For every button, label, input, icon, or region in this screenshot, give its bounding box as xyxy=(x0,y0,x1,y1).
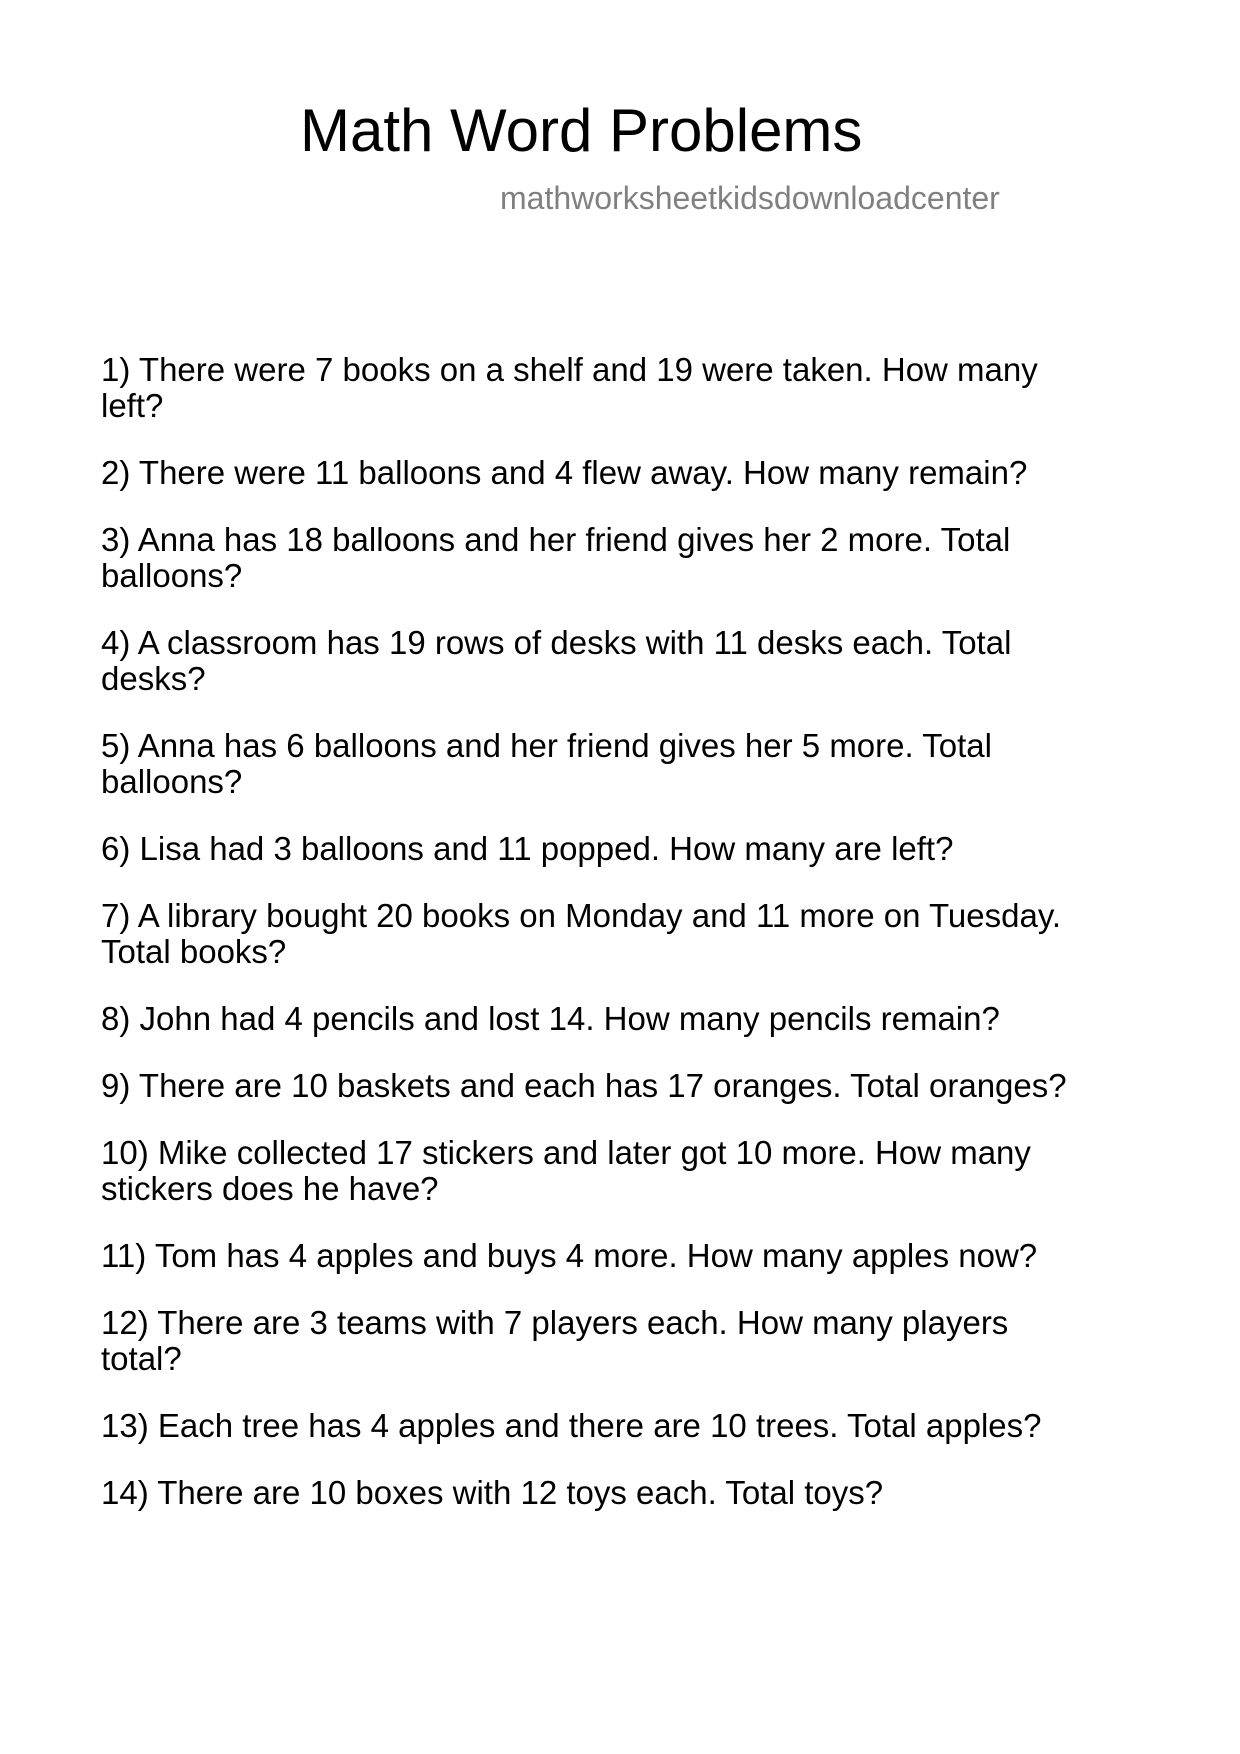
problem-item-7 xyxy=(101,898,1161,970)
problem-item-14 xyxy=(101,1475,1161,1511)
problem-item-12 xyxy=(101,1305,1161,1377)
problem-item-1 xyxy=(101,352,1161,424)
problem-list xyxy=(101,352,1161,1542)
problem-line: 4) A classroom has 19 rows of desks with 11 desks each. Total xyxy=(101,624,1012,661)
problem-item-2 xyxy=(101,455,1161,491)
problem-item-4 xyxy=(101,625,1161,697)
problem-item-6 xyxy=(101,831,1161,867)
problem-line: stickers does he have? xyxy=(101,1170,439,1207)
problem-item-10 xyxy=(101,1135,1161,1207)
problem-line: 11) Tom has 4 apples and buys 4 more. How many apples now? xyxy=(101,1237,1038,1274)
problem-line: 2) There were 11 balloons and 4 flew away. How many remain? xyxy=(101,454,1028,491)
problem-line: total? xyxy=(101,1340,182,1377)
problem-line: balloons? xyxy=(101,763,243,800)
problem-line: 13) Each tree has 4 apples and there are 10 trees. Total apples? xyxy=(101,1407,1042,1444)
page-subtitle: mathworksheetkidsdownloadcenter xyxy=(500,180,1000,216)
problem-line: 1) There were 7 books on a shelf and 19 were taken. How many xyxy=(101,351,1038,388)
problem-line: 5) Anna has 6 balloons and her friend gives her 5 more. Total xyxy=(101,727,992,764)
problem-item-11 xyxy=(101,1238,1161,1274)
problem-line: balloons? xyxy=(101,557,243,594)
problem-item-9 xyxy=(101,1068,1161,1104)
problem-item-13 xyxy=(101,1408,1161,1444)
problem-item-5 xyxy=(101,728,1161,800)
problem-line: 8) John had 4 pencils and lost 14. How many pencils remain? xyxy=(101,1000,1000,1037)
problem-line: 9) There are 10 baskets and each has 17 oranges. Total oranges? xyxy=(101,1067,1067,1104)
problem-item-3 xyxy=(101,522,1161,594)
problem-line: 7) A library bought 20 books on Monday and 11 more on Tuesday. xyxy=(101,897,1062,934)
problem-line: 6) Lisa had 3 balloons and 11 popped. How many are left? xyxy=(101,830,954,867)
problem-line: Total books? xyxy=(101,933,287,970)
problem-line: desks? xyxy=(101,660,206,697)
problem-line: 10) Mike collected 17 stickers and later got 10 more. How many xyxy=(101,1134,1031,1171)
problem-line: 12) There are 3 teams with 7 players each. How many players xyxy=(101,1304,1009,1341)
problem-line: 14) There are 10 boxes with 12 toys each. Total toys? xyxy=(101,1474,884,1511)
problem-line: 3) Anna has 18 balloons and her friend gives her 2 more. Total xyxy=(101,521,1011,558)
problem-line: left? xyxy=(101,387,164,424)
page-title: Math Word Problems xyxy=(300,97,863,164)
problem-item-8 xyxy=(101,1001,1161,1037)
